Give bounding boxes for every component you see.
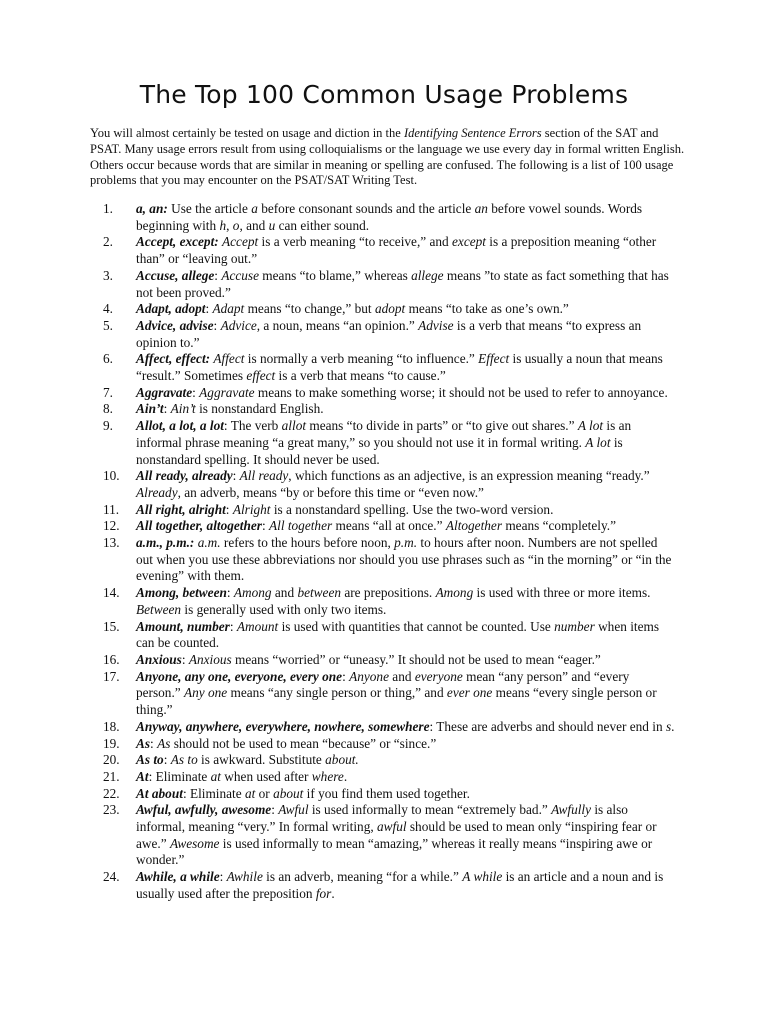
text-run: h [219,217,227,233]
text-run: awful [377,819,407,835]
list-item [103,418,676,468]
text-run: at [244,785,256,801]
text-run: Among [435,585,474,601]
text-run: As to [170,752,198,768]
text-run: is an article and a noun and is usually used after the preposition [136,869,664,901]
list-item [103,468,676,501]
intro-paragraph [90,126,690,189]
list-item [103,518,676,535]
usage-problem-list [103,201,676,903]
text-run: : Eliminate [182,785,245,801]
text-run: means “to divide in parts” or “to give out shares.” [306,418,578,434]
text-run: is a verb meaning “to receive,” and [258,234,453,250]
text-run: Anxious [188,651,232,667]
list-item [103,735,676,753]
text-run: Effect [478,351,510,367]
text-run: when items can be counted. [136,618,660,651]
text-run: , [226,217,233,233]
text-run: Anyone [349,668,389,684]
text-run: means “every single person or thing.” [136,685,657,718]
text-run: means to make something worse; it should not be used to refer to annoyance. [254,384,668,400]
text-run: Already [136,484,178,500]
text-run: : [163,752,171,768]
list-item [103,718,676,736]
text-run: if you find them used together. [303,785,470,801]
text-run: before consonant sounds and the article [257,201,475,216]
text-run: should not be used to mean “because” or “since.” [170,735,437,751]
text-run: Advise [418,317,454,333]
item-number: 9. [103,418,113,434]
item-number: 10. [103,468,120,484]
text-run: is an informal phrase meaning “a great many,” so you should not use it in formal writing. [136,418,632,450]
text-run: adopt [374,301,406,317]
text-run: : The verb [223,418,282,434]
text-run: is used with quantities that cannot be counted. Use [278,618,555,634]
text-run: is also informal, meaning “very.” In formal writing, [136,802,628,835]
usage-term: Affect, effect: [136,351,211,367]
text-run: All ready [239,468,289,484]
usage-term: Anyway, anywhere, everywhere, nowhere, somewhere [136,718,430,734]
text-run: A lot [577,418,604,434]
text-run: about. [325,752,359,768]
text-run: mean “any person” and “every person.” [136,668,630,701]
usage-term: At about [136,785,183,801]
text-run: are prepositions. [341,585,436,601]
item-number: 13. [103,535,120,551]
text-run: Advice [220,317,257,333]
list-item [103,301,676,318]
text-run: Adapt [212,301,245,317]
text-run: where [311,768,344,784]
text-run: , and [239,217,269,233]
text-run: means ”to state as fact something that has not been proved.” [136,267,669,300]
item-number: 8. [103,401,113,417]
text-run: is a verb that means “to express an opinion to.” [136,317,642,350]
text-run: a [251,201,258,216]
text-run: between [297,585,342,601]
usage-term: Ain’t [136,401,164,417]
text-run: : [226,585,234,601]
text-run: means “worried” or “uneasy.” It should not be used to mean “eager.” [231,651,601,667]
text-run: means “completely.” [502,518,616,534]
usage-term: Anxious [136,651,182,667]
list-item [103,802,676,869]
text-run: allot [281,418,307,434]
item-number: 11. [103,501,120,517]
text-run: Accuse [221,267,259,283]
text-run: or [255,785,274,801]
text-run: Among [233,585,272,601]
list-item [103,535,676,585]
item-number: 21. [103,768,120,784]
text-run: Awesome [169,835,220,851]
text-run: A while [462,869,503,885]
text-run: . [671,718,675,734]
list-item [103,317,676,351]
text-run: : [163,401,171,417]
text-run: A lot [585,434,611,450]
usage-term: Accuse, allege [136,267,215,283]
text-run: Between [136,601,182,617]
text-run: is awkward. Substitute [197,752,326,768]
text-run: Amount [236,618,279,634]
list-item [103,384,676,402]
text-run: Alright [232,501,271,517]
item-number: 5. [103,317,113,333]
text-run: Awful [278,802,309,818]
list-item [103,234,676,267]
usage-term: Awhile, a while [136,869,220,885]
text-run: and [388,668,415,684]
usage-term: a.m., p.m.: [136,535,195,551]
text-run: can either sound. [275,217,370,233]
text-run: about [273,785,304,801]
usage-term: Adapt, adopt [136,301,206,317]
text-run: : [181,651,189,667]
item-number: 17. [103,668,120,684]
item-number: 3. [103,267,113,283]
list-item [103,651,676,669]
text-run: All together [269,518,333,534]
text-run: is a preposition meaning “other than” or “leaving out.” [136,234,657,267]
usage-term: Awful, awfully, awesome [136,802,272,818]
text-run: Any one [184,685,228,701]
item-number: 7. [103,384,113,400]
item-number: 14. [103,585,120,601]
item-number: 2. [103,234,113,250]
text-run: Awhile [226,869,263,885]
text-run: : [214,267,222,283]
usage-term: Allot, a lot, a lot [136,418,224,434]
text-run: means “to blame,” whereas [258,267,412,283]
text-run: Accept [222,234,259,250]
list-item [103,585,676,618]
item-number: 6. [103,351,113,367]
text-run: : [225,501,233,517]
usage-term: All together, altogether [136,518,262,534]
text-run: number [554,618,595,634]
usage-term: As [136,735,151,751]
text-run: a.m. [197,535,221,551]
usage-term: As to [136,752,164,768]
text-run: Identifying Sentence Errors [403,126,542,140]
text-run: an [474,201,488,216]
text-run: is normally a verb meaning “to influence.” [244,351,479,367]
text-run: Affect [213,351,245,367]
text-run: Use the article [167,201,252,216]
text-run: ever one [446,685,493,701]
text-run: effect [246,368,276,384]
text-run: u [268,217,276,233]
usage-term: Aggravate [136,384,193,400]
text-run: : [261,518,269,534]
usage-term: Anyone, any one, everyone, every one [136,668,343,684]
text-run: means “all at once.” [332,518,446,534]
usage-term: At [136,768,149,784]
text-run: is used with three or more items. [473,585,651,601]
text-run: . [343,768,348,784]
list-item [103,351,676,384]
text-run: when used after [220,768,312,784]
list-item [103,785,676,803]
usage-term: Accept, except: [136,234,219,250]
list-item [103,768,676,786]
text-run: : [342,668,350,684]
item-number: 12. [103,518,120,534]
text-run: section of the SAT and PSAT. Many usage errors result from using colloquialisms or the language we use every day in formal written English. Others occur because words that are similar in meaning or spelling are confused. The following is a list of 100 usage problems that you may encounter on the PSAT/SAT Writing Test. [90,126,685,188]
text-run: : [150,735,158,751]
text-run: to hours after noon. Numbers are not spelled out when you use these abbreviations nor should you use phrases such as “in the morning” or “in the evening” with them. [136,535,672,584]
text-run: : These are adverbs and should never end in [429,718,666,734]
text-run: . [331,885,335,901]
text-run: Ain’t [170,401,196,417]
text-run: , which functions as an adjective, is an expression meaning “ready.” [288,468,650,484]
usage-term: All ready, already [136,468,233,484]
text-run: is a nonstandard spelling. Use the two-word version. [270,501,554,517]
text-run: As [157,735,171,751]
text-run: refers to the hours before noon, [220,535,395,551]
text-run: and [271,585,298,601]
text-run: is used informally to mean “amazing,” whereas it really means “inspiring awe or wonder.” [136,835,653,868]
text-run: except [452,234,486,250]
text-run: : [192,384,200,400]
text-run: is a verb that means “to cause.” [275,368,446,384]
usage-term: Among, between [136,585,227,601]
text-run: : Eliminate [148,768,211,784]
usage-term: Amount, number [136,618,230,634]
list-item [103,668,676,719]
page-title: The Top 100 Common Usage Problems [139,80,629,109]
item-number: 15. [103,618,120,634]
text-run: at [210,768,221,784]
text-run: is generally used with only two items. [181,601,387,617]
text-run: : [229,618,237,634]
item-number: 16. [103,651,120,667]
list-item [103,267,676,301]
item-number: 19. [103,735,120,751]
list-item [103,501,676,519]
item-number: 18. [103,718,120,734]
text-run: is an adverb, meaning “for a while.” [262,869,463,885]
text-run: Awfully [551,802,592,818]
item-number: 4. [103,301,113,317]
text-run: You will almost certainly be tested on usage and diction in the [90,126,404,140]
list-item [103,401,676,418]
list-item [103,869,676,902]
text-run: everyone [414,668,463,684]
text-run: , an adverb, means “by or before this time or “even now.” [177,484,484,500]
text-run: is used informally to mean “extremely bad.” [308,802,552,818]
text-run: should be used to mean only “inspiring fear or awe.” [136,819,657,851]
list-item [103,752,676,769]
text-run: is nonstandard English. [195,401,324,417]
text-run: s [665,718,672,734]
text-run: o [232,217,240,233]
text-run: p.m. [394,535,418,551]
usage-term: All right, alright [136,501,226,517]
text-run: Altogether [445,518,503,534]
text-run: : [205,301,213,317]
text-run: allege [411,267,444,283]
text-run: : [271,802,279,818]
text-run: : [219,869,227,885]
list-item [103,618,676,652]
text-run: is usually a noun that means “result.” Sometimes [136,351,663,384]
text-run: for [315,885,332,901]
usage-term: a, an: [136,201,168,216]
text-run: Aggravate [199,384,255,400]
text-run: means “any single person or thing,” and [227,685,447,701]
text-run: is nonstandard spelling. It should never be used. [136,434,623,467]
item-number: 22. [103,785,120,801]
item-number: 24. [103,869,120,885]
text-run: : [232,468,240,484]
list-item [103,201,676,234]
text-run: before vowel sounds. Words beginning with [136,201,643,233]
item-number: 20. [103,752,120,768]
text-run: means “to change,” but [244,301,375,317]
text-run: means “to take as one’s own.” [405,301,569,317]
item-number: 1. [103,201,113,216]
text-run: : [213,317,221,333]
text-run: , a noun, means “an opinion.” [256,317,419,333]
item-number: 23. [103,802,120,818]
usage-term: Advice, advise [136,317,214,333]
